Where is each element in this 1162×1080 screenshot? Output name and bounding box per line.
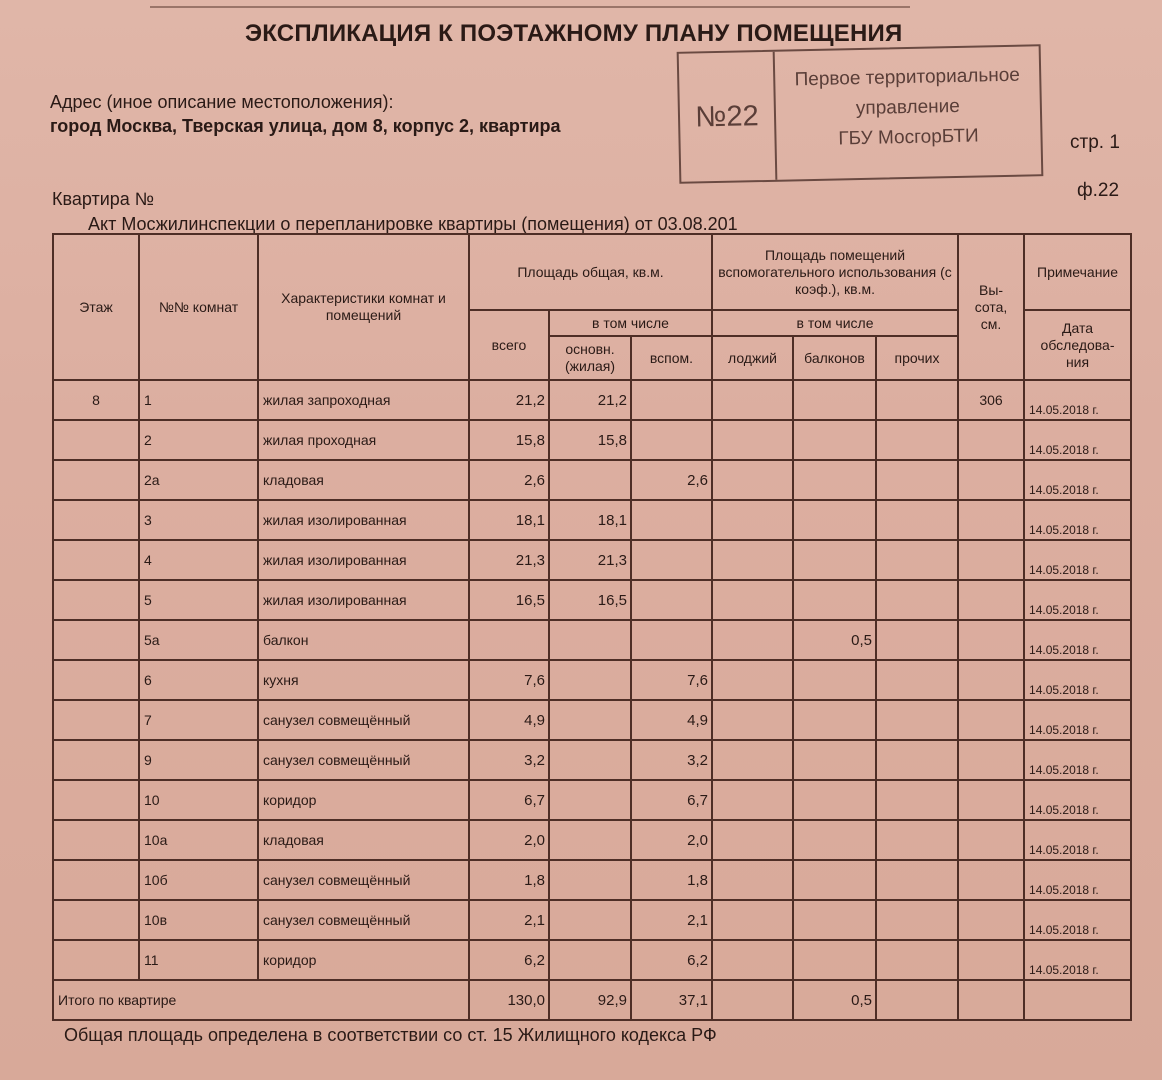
cell-room-name: жилая изолированная: [258, 540, 469, 580]
cell-floor: [53, 900, 139, 940]
cell-aux: [631, 420, 712, 460]
header-aux-area: Площадь помещений вспомогательного использования (с коэф.), кв.м.: [712, 234, 958, 310]
cell-date: 14.05.2018 г.: [1024, 620, 1131, 660]
header-main: основн. (жилая): [549, 336, 631, 380]
cell-total: 6,7: [469, 780, 549, 820]
table-row: [53, 580, 1131, 620]
cell-aux: 2,1: [631, 900, 712, 940]
cell-balcony: [793, 860, 876, 900]
cell-other: [876, 820, 958, 860]
cell-aux: 7,6: [631, 660, 712, 700]
cell-other: [876, 380, 958, 420]
cell-balcony: [793, 460, 876, 500]
cell-balcony: [793, 660, 876, 700]
header-date: Дата обследова-ния: [1024, 310, 1131, 380]
cell-room-name: санузел совмещённый: [258, 740, 469, 780]
cell-room-no: 9: [139, 740, 258, 780]
document-title: ЭКСПЛИКАЦИЯ К ПОЭТАЖНОМУ ПЛАНУ ПОМЕЩЕНИЯ: [245, 20, 903, 47]
cell-other: [876, 620, 958, 660]
cell-room-no: 11: [139, 940, 258, 980]
header-height: Вы-сота, см.: [958, 234, 1024, 380]
header-note: Примечание: [1024, 234, 1131, 310]
cell-room-name: жилая проходная: [258, 420, 469, 460]
cell-height: [958, 940, 1024, 980]
header-incl-2: в том числе: [712, 310, 958, 336]
cell-loggia: [712, 580, 793, 620]
cell-height: [958, 820, 1024, 860]
table-row: [53, 620, 1131, 660]
table-row: [53, 500, 1131, 540]
cell-aux: [631, 540, 712, 580]
table-row: [53, 900, 1131, 940]
cell-date: 14.05.2018 г.: [1024, 500, 1131, 540]
cell-aux: 3,2: [631, 740, 712, 780]
table-row: [53, 820, 1131, 860]
cell-loggia: [712, 540, 793, 580]
cell-balcony: [793, 700, 876, 740]
cell-room-name: коридор: [258, 780, 469, 820]
page-number: стр. 1: [1070, 132, 1120, 153]
table-row: [53, 660, 1131, 700]
cell-floor: [53, 460, 139, 500]
cell-aux: 1,8: [631, 860, 712, 900]
cell-aux: [631, 620, 712, 660]
cell-floor: [53, 620, 139, 660]
cell-aux: 6,2: [631, 940, 712, 980]
table-row: [53, 540, 1131, 580]
cell-loggia: [712, 860, 793, 900]
cell-loggia: [712, 780, 793, 820]
cell-date: 14.05.2018 г.: [1024, 700, 1131, 740]
header-room-no: №№ комнат: [139, 234, 258, 380]
cell-room-name: санузел совмещённый: [258, 700, 469, 740]
cell-height: [958, 460, 1024, 500]
cell-main: [549, 900, 631, 940]
cell-main: [549, 820, 631, 860]
cell-total: 7,6: [469, 660, 549, 700]
cell-floor: [53, 780, 139, 820]
cell-room-name: санузел совмещённый: [258, 900, 469, 940]
cell-date: 14.05.2018 г.: [1024, 940, 1131, 980]
cell-date: 14.05.2018 г.: [1024, 460, 1131, 500]
cell-loggia: [712, 660, 793, 700]
form-number: ф.22: [1077, 180, 1120, 201]
cell-main: [549, 780, 631, 820]
cell-floor: [53, 660, 139, 700]
table-row: [53, 700, 1131, 740]
cell-room-no: 10в: [139, 900, 258, 940]
cell-aux: [631, 380, 712, 420]
table-row: [53, 860, 1131, 900]
cell-main: [549, 940, 631, 980]
cell-loggia: [712, 700, 793, 740]
cell-main: 15,8: [549, 420, 631, 460]
cell-floor: [53, 700, 139, 740]
cell-room-name: кладовая: [258, 460, 469, 500]
cell-room-name: санузел совмещённый: [258, 860, 469, 900]
cell-date: 14.05.2018 г.: [1024, 580, 1131, 620]
table-row: [53, 740, 1131, 780]
cell-other: [876, 540, 958, 580]
cell-total: 4,9: [469, 700, 549, 740]
cell-main: 18,1: [549, 500, 631, 540]
apartment-label: Квартира №: [52, 189, 155, 209]
cell-room-no: 10: [139, 780, 258, 820]
cell-date: 14.05.2018 г.: [1024, 660, 1131, 700]
cell-loggia: [712, 740, 793, 780]
cell-height: [958, 740, 1024, 780]
cell-date: 14.05.2018 г.: [1024, 540, 1131, 580]
cell-balcony: [793, 500, 876, 540]
cell-total: 3,2: [469, 740, 549, 780]
cell-aux: 2,0: [631, 820, 712, 860]
header-floor: Этаж: [53, 234, 139, 380]
cell-other: [876, 700, 958, 740]
table-row: [53, 460, 1131, 500]
cell-floor: [53, 580, 139, 620]
cell-total: 2,0: [469, 820, 549, 860]
stamp-line-1: Первое территориальное: [794, 64, 1021, 91]
cell-balcony: 0,5: [793, 620, 876, 660]
cell-height: [958, 500, 1024, 540]
cell-total: 15,8: [469, 420, 549, 460]
cell-height: [958, 860, 1024, 900]
cell-room-no: 6: [139, 660, 258, 700]
cell-total: 16,5: [469, 580, 549, 620]
cell-date: 14.05.2018 г.: [1024, 420, 1131, 460]
cell-room-no: 4: [139, 540, 258, 580]
cell-other: [876, 900, 958, 940]
header-total-area: Площадь общая, кв.м.: [469, 234, 712, 310]
table-row: [53, 780, 1131, 820]
cell-other: [876, 580, 958, 620]
cell-room-name: жилая изолированная: [258, 580, 469, 620]
cell-aux: [631, 580, 712, 620]
cell-aux: 4,9: [631, 700, 712, 740]
footer-note: Общая площадь определена в соответствии со ст. 15 Жилищного кодекса РФ: [64, 1025, 717, 1045]
cell-loggia: [712, 500, 793, 540]
cell-room-no: 10б: [139, 860, 258, 900]
cell-floor: 8: [53, 380, 139, 420]
cell-date: 14.05.2018 г.: [1024, 780, 1131, 820]
cell-total: 6,2: [469, 940, 549, 980]
cell-main: 16,5: [549, 580, 631, 620]
cell-date: 14.05.2018 г.: [1024, 740, 1131, 780]
cell-floor: [53, 820, 139, 860]
cell-room-name: кладовая: [258, 820, 469, 860]
cell-date: 14.05.2018 г.: [1024, 820, 1131, 860]
cell-loggia: [712, 940, 793, 980]
cell-total: 2,6: [469, 460, 549, 500]
totals-aux: 37,1: [631, 980, 712, 1020]
cell-room-no: 1: [139, 380, 258, 420]
header-characteristics: Характеристики комнат и помещений: [258, 234, 469, 380]
header-balcony: балконов: [793, 336, 876, 380]
cell-total: 18,1: [469, 500, 549, 540]
cell-total: [469, 620, 549, 660]
cell-room-name: кухня: [258, 660, 469, 700]
cell-balcony: [793, 420, 876, 460]
cell-room-no: 5: [139, 580, 258, 620]
header-loggia: лоджий: [712, 336, 793, 380]
cell-floor: [53, 940, 139, 980]
cell-date: 14.05.2018 г.: [1024, 860, 1131, 900]
cell-loggia: [712, 900, 793, 940]
cell-height: [958, 900, 1024, 940]
table-row: [53, 940, 1131, 980]
cell-date: 14.05.2018 г.: [1024, 900, 1131, 940]
totals-row: [53, 980, 1131, 1020]
cell-total: 2,1: [469, 900, 549, 940]
bti-stamp: [677, 44, 1044, 184]
stamp-text: [775, 60, 1041, 156]
cell-total: 21,3: [469, 540, 549, 580]
header-total: всего: [469, 310, 549, 380]
cell-aux: [631, 500, 712, 540]
cell-other: [876, 420, 958, 460]
totals-main: 92,9: [549, 980, 631, 1020]
cell-other: [876, 940, 958, 980]
cell-other: [876, 660, 958, 700]
cell-floor: [53, 420, 139, 460]
cell-height: [958, 700, 1024, 740]
cell-floor: [53, 740, 139, 780]
stamp-line-2: управление: [855, 95, 961, 120]
totals-loggia: [712, 980, 793, 1020]
cell-other: [876, 460, 958, 500]
cell-other: [876, 780, 958, 820]
header-aux: вспом.: [631, 336, 712, 380]
cell-room-name: жилая изолированная: [258, 500, 469, 540]
address-value: город Москва, Тверская улица, дом 8, корпус 2, квартира: [50, 116, 561, 136]
cell-room-no: 5а: [139, 620, 258, 660]
cell-height: [958, 620, 1024, 660]
cell-room-no: 3: [139, 500, 258, 540]
cell-floor: [53, 500, 139, 540]
totals-balcony: 0,5: [793, 980, 876, 1020]
cell-balcony: [793, 940, 876, 980]
address-label: Адрес (иное описание местоположения):: [50, 92, 394, 112]
cell-balcony: [793, 900, 876, 940]
top-rule: [150, 6, 910, 8]
cell-main: [549, 620, 631, 660]
cell-room-no: 2а: [139, 460, 258, 500]
cell-main: [549, 860, 631, 900]
cell-balcony: [793, 740, 876, 780]
cell-balcony: [793, 380, 876, 420]
cell-height: [958, 660, 1024, 700]
cell-loggia: [712, 820, 793, 860]
totals-total: 130,0: [469, 980, 549, 1020]
cell-loggia: [712, 420, 793, 460]
table-row: [53, 420, 1131, 460]
cell-room-name: жилая запроходная: [258, 380, 469, 420]
cell-main: 21,3: [549, 540, 631, 580]
totals-date: [1024, 980, 1131, 1020]
totals-label: Итого по квартире: [53, 980, 469, 1020]
header-other: прочих: [876, 336, 958, 380]
cell-loggia: [712, 460, 793, 500]
cell-room-no: 10а: [139, 820, 258, 860]
cell-main: [549, 740, 631, 780]
table-row: [53, 380, 1131, 420]
explication-table: [52, 233, 1132, 1021]
totals-other: [876, 980, 958, 1020]
cell-height: [958, 780, 1024, 820]
cell-main: [549, 460, 631, 500]
cell-total: 21,2: [469, 380, 549, 420]
header-incl: в том числе: [549, 310, 712, 336]
cell-room-no: 7: [139, 700, 258, 740]
cell-balcony: [793, 540, 876, 580]
cell-floor: [53, 860, 139, 900]
cell-height: [958, 580, 1024, 620]
stamp-number: №22: [679, 52, 778, 182]
cell-other: [876, 860, 958, 900]
cell-balcony: [793, 780, 876, 820]
cell-room-name: балкон: [258, 620, 469, 660]
cell-height: [958, 540, 1024, 580]
cell-date: 14.05.2018 г.: [1024, 380, 1131, 420]
cell-main: [549, 660, 631, 700]
stamp-line-3: ГБУ МосгорБТИ: [838, 125, 979, 150]
cell-room-name: коридор: [258, 940, 469, 980]
cell-aux: 6,7: [631, 780, 712, 820]
cell-balcony: [793, 820, 876, 860]
totals-height: [958, 980, 1024, 1020]
cell-room-no: 2: [139, 420, 258, 460]
cell-balcony: [793, 580, 876, 620]
cell-total: 1,8: [469, 860, 549, 900]
cell-loggia: [712, 620, 793, 660]
cell-height: 306: [958, 380, 1024, 420]
cell-other: [876, 740, 958, 780]
cell-other: [876, 500, 958, 540]
cell-height: [958, 420, 1024, 460]
cell-floor: [53, 540, 139, 580]
cell-aux: 2,6: [631, 460, 712, 500]
cell-main: 21,2: [549, 380, 631, 420]
act-reference: Акт Мосжилинспекции о перепланировке квартиры (помещения) от 03.08.201: [88, 214, 738, 234]
cell-loggia: [712, 380, 793, 420]
cell-main: [549, 700, 631, 740]
